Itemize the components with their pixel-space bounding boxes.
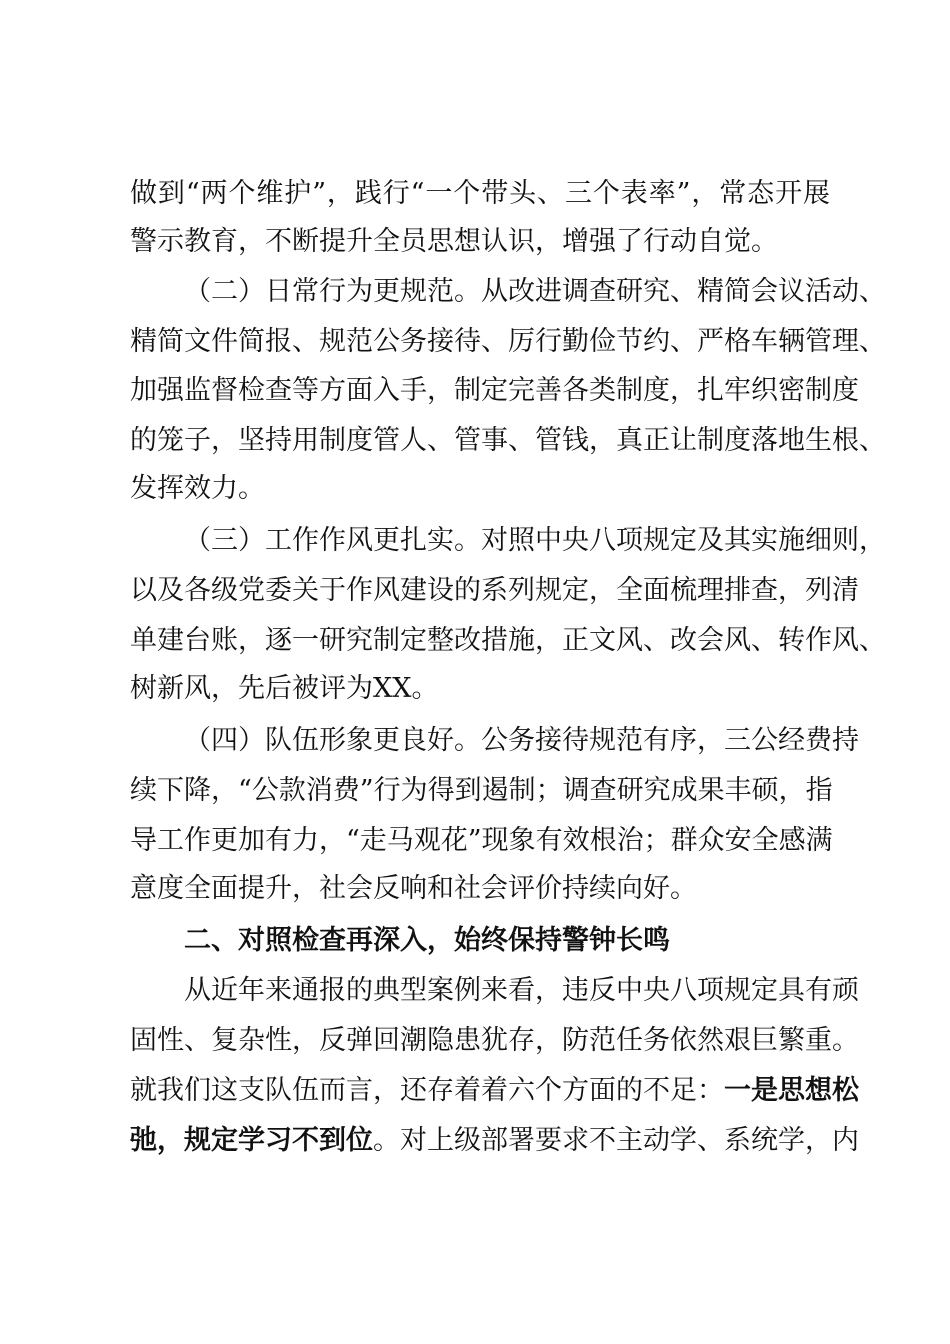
text-line-mixed bbox=[130, 1125, 859, 1157]
text-line: 从近年来通报的典型案例来看，违反中央八项规定具有顽 bbox=[184, 975, 859, 1006]
normal-text: 。对上级部署要求不主动学、系统学，内 bbox=[373, 1125, 859, 1156]
text-line: 单建台账，逐一研究制定整改措施，正文风、改会风、转作风、 bbox=[130, 625, 886, 656]
text-line: 以及各级党委关于作风建设的系列规定，全面梳理排查，列清 bbox=[130, 575, 859, 606]
normal-text: 就我们这支队伍而言，还存着着六个方面的不足： bbox=[130, 1075, 724, 1106]
text-line-mixed bbox=[130, 1075, 859, 1107]
text-line: 意度全面提升，社会反响和社会评价持续向好。 bbox=[130, 873, 697, 904]
text-line: 固性、复杂性，反弹回潮隐患犹存，防范任务依然艰巨繁重。 bbox=[130, 1025, 859, 1056]
text-line: 精简文件简报、规范公务接待、厉行勤俭节约、严格车辆管理、 bbox=[130, 326, 886, 357]
text-line: 树新风，先后被评为XX。 bbox=[130, 673, 439, 704]
bold-text: 弛，规定学习不到位 bbox=[130, 1125, 373, 1156]
text-line: （二）日常行为更规范。从改进调查研究、精简会议活动、 bbox=[184, 276, 886, 307]
text-line: 做到“两个维护”，践行“一个带头、三个表率”，常态开展 bbox=[130, 178, 830, 209]
text-line: 警示教育，不断提升全员思想认识，增强了行动自觉。 bbox=[130, 226, 778, 257]
text-line: （三）工作作风更扎实。对照中央八项规定及其实施细则， bbox=[184, 525, 886, 556]
text-line: 的笼子，坚持用制度管人、管事、管钱，真正让制度落地生根、 bbox=[130, 425, 886, 456]
text-line: （四）队伍形象更良好。公务接待规范有序，三公经费持 bbox=[184, 725, 859, 756]
text-line: 发挥效力。 bbox=[130, 473, 265, 504]
text-line: 续下降，“公款消费”行为得到遏制；调查研究成果丰硕，指 bbox=[130, 775, 833, 806]
section-heading: 二、对照检查再深入，始终保持警钟长鸣 bbox=[184, 925, 670, 956]
bold-text: 一是思想松 bbox=[724, 1075, 859, 1106]
text-line: 加强监督检查等方面入手，制定完善各类制度，扎牢织密制度 bbox=[130, 375, 859, 406]
text-line: 导工作更加有力，“走马观花”现象有效根治；群众安全感满 bbox=[130, 825, 833, 856]
